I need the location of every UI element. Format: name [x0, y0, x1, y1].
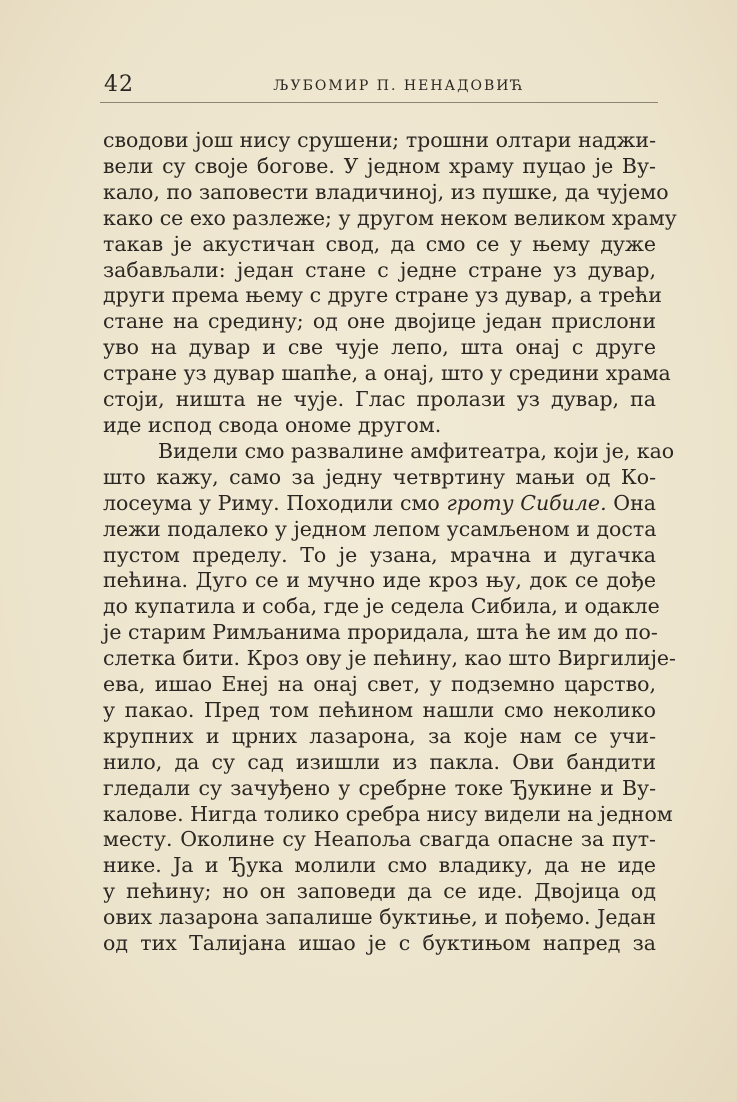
- text-line: калове. Нигда толико сребра нису видели на једном: [103, 801, 673, 826]
- text-segment: Она: [613, 490, 656, 515]
- text-line: слетка бити. Кроз ову је пећину, као што Виргилије-: [103, 646, 676, 671]
- text-line: такав је акустичан свод, да смо се у њему дуже: [103, 231, 656, 256]
- text-line: пећина. Дуго се и мучно иде кроз њу, док се дође: [103, 568, 656, 593]
- text-line: други према њему с друге стране уз дувар, а трећи: [103, 283, 662, 308]
- text-line: у пећину; но он заповеди да се иде. Двојица од: [103, 879, 656, 904]
- text-line: од тих Талијана ишао је с буктињом напред за: [103, 931, 656, 956]
- text-line: у пакао. Пред том пећином нашли смо неколико: [103, 697, 656, 722]
- text-line: кало, по заповести владичиној, из пушке, да чујемо: [103, 179, 669, 204]
- text-line: нило, да су сад изишли из пакла. Ови бандити: [103, 749, 656, 774]
- body-text: [103, 128, 677, 957]
- text-line: лежи подалеко у једном лепом усамљеном и доста: [103, 516, 657, 541]
- text-line: што кажу, само за једну четвртину мањи од Ко-: [103, 464, 656, 489]
- text-line: иде испод свода ономе другом.: [103, 412, 442, 437]
- text-line: месту. Околине су Неапоља свагда опасне за пут-: [103, 827, 656, 852]
- text-line: вели су своје богове. У једном храму пуцао је Ву-: [103, 153, 656, 178]
- text-line: како се ехо разлеже; у другом неком великом храму: [103, 205, 677, 230]
- text-line: уво на дувар и све чује лепо, шта онај с друге: [103, 335, 656, 360]
- italic-phrase: гроту: [446, 490, 514, 515]
- page-number: 42: [104, 72, 134, 97]
- text-line: ових лазарона запалише буктиње, и пођемо. Један: [103, 905, 656, 930]
- text-line: забављали: један стане с једне стране уз дувар,: [103, 257, 656, 282]
- text-line: пустом пределу. То је узана, мрачна и дугачка: [103, 542, 656, 567]
- text-line: до купатила и соба, где је седела Сибила, и одакле: [103, 594, 660, 619]
- text-line-with-italic: [103, 491, 656, 517]
- text-segment: лосеума у Риму. Походили смо: [103, 490, 440, 515]
- text-line: Видели смо развалине амфитеатра, који је, као: [158, 438, 675, 463]
- text-line: крупних и црних лазарона, за које нам се учи-: [103, 723, 656, 748]
- text-line: стране уз дувар шапће, а онај, што у средини храма: [103, 361, 671, 386]
- running-head: ЉУБОМИР П. НЕНАДОВИЋ: [273, 78, 525, 94]
- page-header: [100, 72, 658, 103]
- text-line: ева, ишао Енеј на онај свет, у подземно царство,: [103, 672, 656, 697]
- text-line: нике. Ја и Ђука молили смо владику, да не иде: [103, 853, 656, 878]
- text-line: стоји, ништа не чује. Глас пролази уз дувар, па: [103, 387, 656, 412]
- text-line: сводови још нису срушени; трошни олтари наджи-: [103, 128, 656, 152]
- text-line: стане на средину; од оне двојице један прислони: [103, 309, 656, 334]
- text-line: је старим Римљанима проридала, шта ће им до по-: [103, 620, 658, 645]
- italic-phrase-end: Сибиле.: [520, 490, 607, 515]
- text-line: гледали су зачуђено у сребрне токе Ђукине и Ву-: [103, 775, 656, 800]
